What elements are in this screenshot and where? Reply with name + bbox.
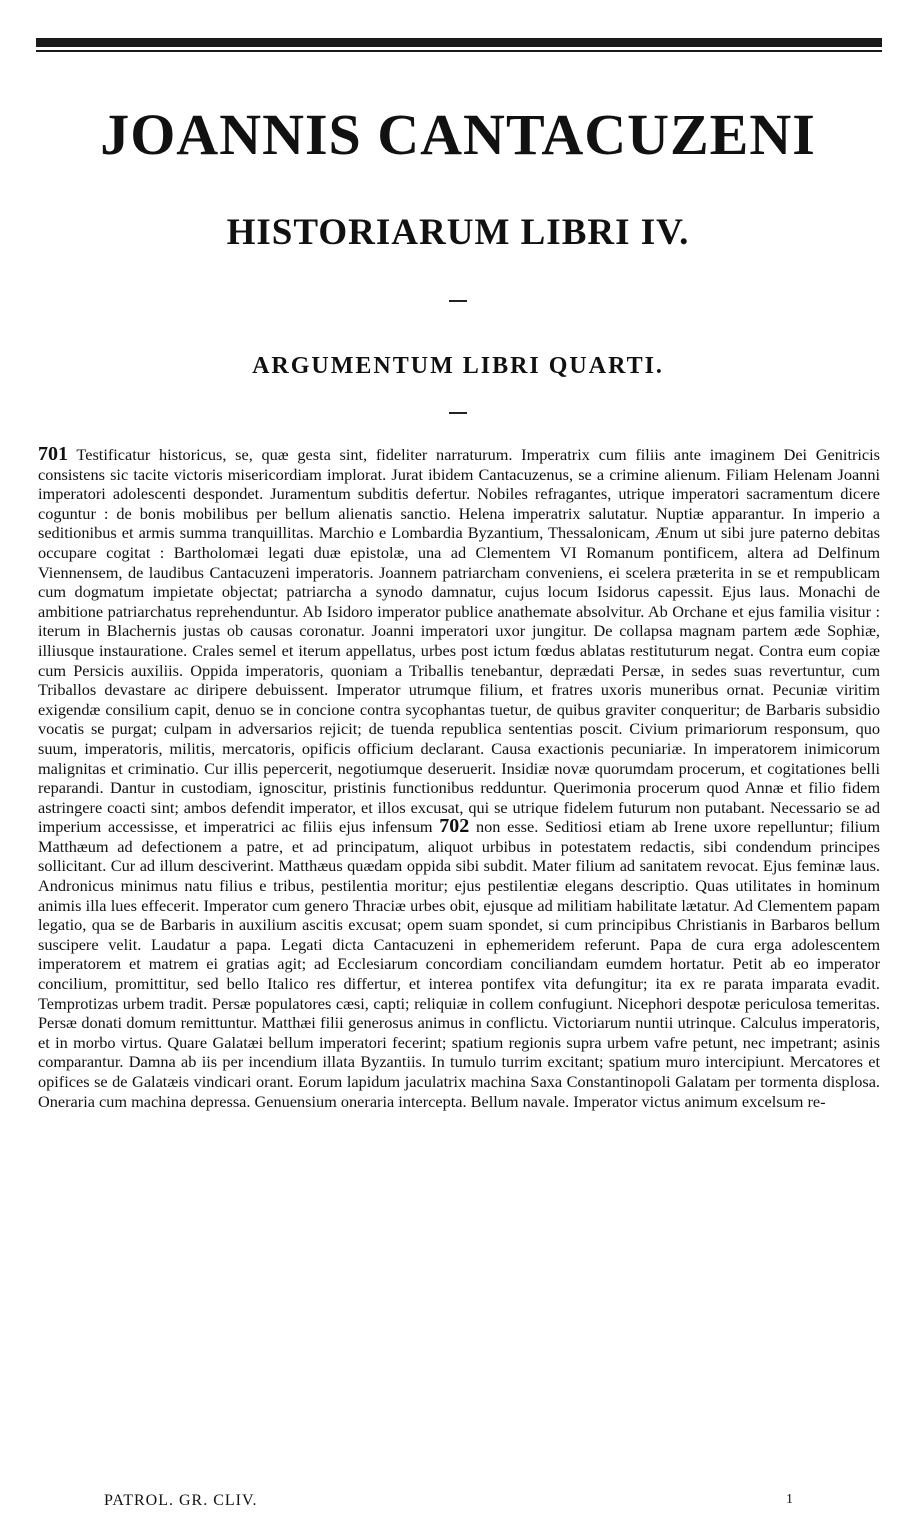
divider-dash-2 [449, 412, 467, 414]
page-title: JOANNIS CANTACUZENI [100, 102, 816, 167]
divider-dash-1 [449, 300, 467, 302]
argument-text-part2: non esse. Seditiosi etiam ab Irene uxore repelluntur; filium Matthæum ad defectionem a patre, et ad principatum, aliquot urbibus in potestatem redactis, sibi condendum principes sollicitant. Cur ad illum desciverint. Matthæus quædam oppida sibi subdit. Mater filium ad sanitatem revocat. Ejus feminæ laus. Andronicus minimus natu filius e tribus, pestilentia moritur; ejus pestilentiæ elegans descriptio. Quas utilitates in hominum animis illa lues effecerit. Imperator cum genero Thraciæ urbes obit, ejusque ad militiam habilitate lætatur. Ad Clementem papam legatio, qua se de Barbaris in auxilium ascitis excusat; opem suam spondet, si cum principibus Christianis in Barbaros bellum suscipere velit. Laudatur a papa. Legati dicta Cantacuzeni in ephemeridem referunt. Papa de cura erga adolescentem imperatorem et matrem ei gratias agit; ad Ecclesiarum concordiam conciliandam eumdem hortatur. Petit ab eo imperator concilium, promittitur, sed bello Italico res differtur, et interea pontifex vita defungitur; ita ex re parata imparata evadit. Temprotizas urbem tradit. Persæ populatores cæsi, capti; reliquiæ in collem confugiunt. Nicephori despotæ periculosa temeritas. Persæ donati domum remittuntur. Matthæi filii generosus animus in conflictu. Victoriarum nuntii utrinque. Calculus imperatoris, et in morbo virtus. Quare Galatæi bellum imperatori fecerint; spatium regionis supra urbem vafre petunt, nec impetrant; asinis comparantur. Damna ab iis per incendium illata Byzantiis. In tumulo turrim excitant; spatium muro intercipiunt. Mercatores et opifices se de Galatæis vindicari orant. Eorum lapidum jaculatrix machina Saxa Constantinopoli Galatam per tormenta displosa. Oneraria cum machina depressa. Genuensium oneraria intercepta. Bellum navale. Imperator victus animum excelsum re- [38, 817, 880, 1111]
top-rule [36, 38, 882, 47]
footer-signature: PATROL. GR. CLIV. [104, 1492, 258, 1509]
section-heading: ARGUMENTUM LIBRI QUARTI. [252, 353, 664, 379]
top-rule-thin [36, 50, 882, 52]
argument-text [38, 445, 880, 1111]
column-number-mid: 702 [439, 815, 470, 838]
column-number-start: 701 [38, 443, 68, 465]
page-subtitle: HISTORIARUM LIBRI IV. [226, 212, 690, 253]
footer-sheet-number: 1 [786, 1492, 793, 1507]
argument-text-part1: Testificatur historicus, se, quæ gesta sint, fideliter narraturum. Imperatrix cum filiis ante imaginem Dei Genitricis consistens sic tacite victoris misericordiam implorat. Jurat ibidem Cantacuzenus, se a crimine alienum. Filiam Helenam Joanni imperatori adolescenti despondet. Juramentum subditis defertur. Nobiles refragantes, utrique imperatori sacramentum dicere coguntur : de bonis mobilibus per bellum alienatis sanctio. Helena imperatrix salutatur. Nuptiæ apparantur. In imperio a seditionibus et armis summa tranquillitas. Marchio e Lombardia Byzantium, Thessalonicam, Ænum ut sibi jure paterno debitas occupare cogitat : Bartholomæi legati duæ epistolæ, una ad Clementem VI Romanum pontificem, altera ad Delfinum Viennensem, de laudibus Cantacuzeni imperatoris. Joannem patriarcham conveniens, ei scelera præterita in se et rempublicam cum dogmatum impietate objectat; patriarcha a synodo damnatur, cujus locum Isidorus capessit. Ejus laus. Monachi de ambitione patriarchatus reprehenduntur. Ab Isidoro imperator publice anathemate absolvitur. Ab Orchane et ejus familia visitur : iterum in Blachernis justas ob causas coronatur. Joanni imperatori uxor jungitur. De collapsa magnam partem æde Sophiæ, illiusque instauratione. Crales semel et iterum appellatus, urbes post ictum fœdus ablatas restituturum negat. Contra eum copiæ cum Persicis auxiliis. Oppida imperatoris, quoniam a Triballis tenebantur, deprædati Persæ, in sedes suas revertuntur, cum Triballos devastare ac diripere debuissent. Imperator utrumque filium, et fratres uxoris muneribus ornat. Pecuniæ viritim exigendæ consilium capit, denuo se in concione contra sycophantas tuetur, de quibus graviter conqueritur; de Barbaris subsidio vocatis se purgat; culpam in adversarios rejicit; de tuenda republica sententias poscit. Civium primariorum responsum, quo suum, imperatoris, militis, mercatoris, opificis officium declarant. Causa exactionis pecuniariæ. In imperatorem inimicorum malignitas et criminatio. Cur illis pepercerit, negotiumque deseruerit. Insidiæ novæ quorumdam procerum, et cogitationes belli reparandi. Dantur in custodiam, ignoscitur, pristinis functionibus redduntur. Querimonia procerum quod Annæ et filio fidem astringere coacti sint; ambos defendit imperator, et illos excusat, qui se utrique fidelem futurum non putabant. Necessario se ad imperium accessisse, et imperatrici ac filiis ejus infensum [38, 445, 880, 837]
